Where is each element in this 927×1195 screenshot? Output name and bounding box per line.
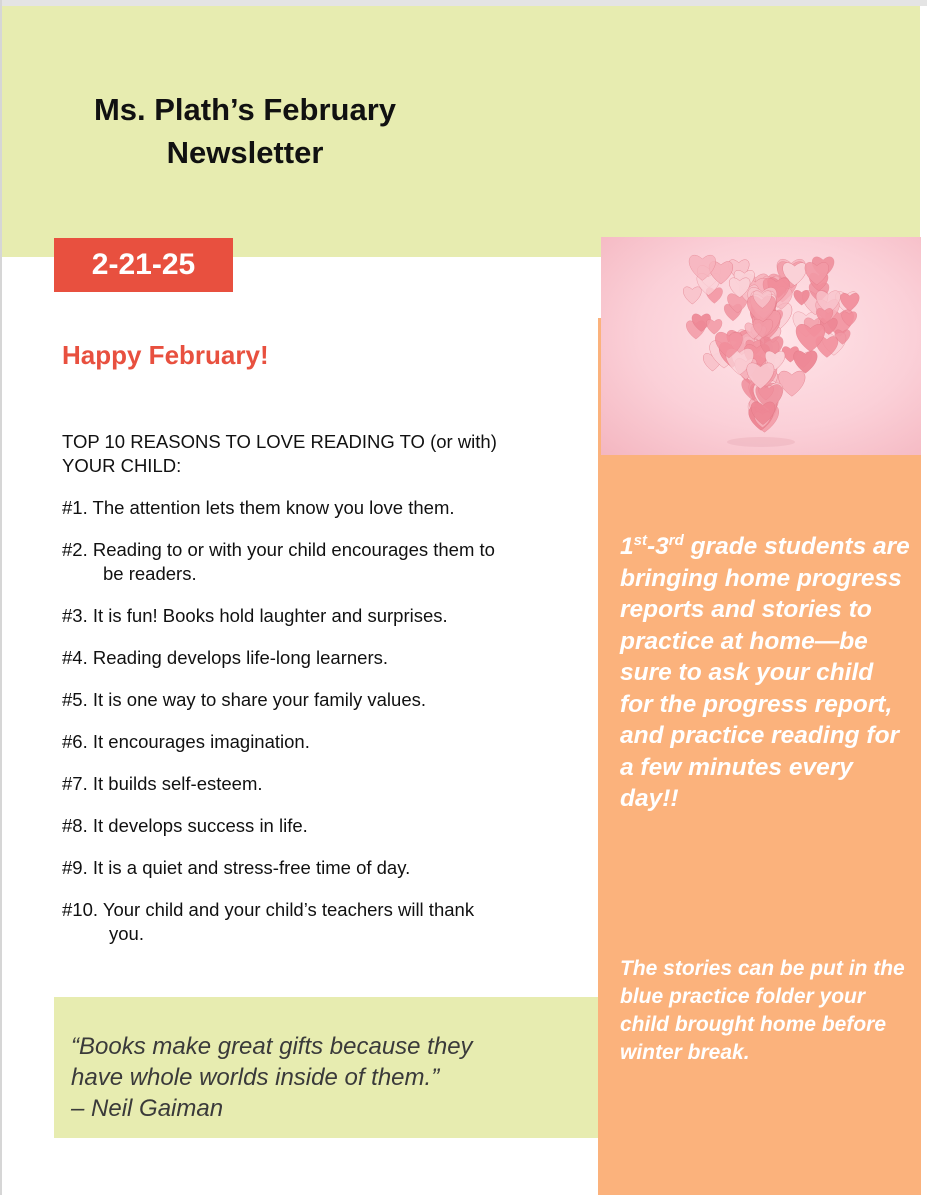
reason-item	[62, 772, 582, 796]
reason-item	[62, 538, 582, 586]
reason-item	[62, 814, 582, 838]
reason-text: Reading develops life-long learners.	[92, 647, 389, 668]
reasons-list	[62, 496, 582, 946]
quote-text	[71, 1031, 541, 1124]
reason-number: #3.	[62, 605, 88, 626]
grade-sep: -3	[646, 533, 669, 560]
reason-number: #4.	[62, 647, 88, 668]
reason-continuation: you.	[109, 923, 144, 944]
date-badge: 2-21-25	[54, 238, 233, 292]
title-line-1: Ms. Plath’s February	[93, 92, 397, 127]
quote-line-1: “Books make great gifts because they	[71, 1033, 473, 1060]
sidebar-panel	[598, 455, 921, 1195]
newsletter-title	[60, 88, 430, 174]
reason-number: #1.	[62, 497, 88, 518]
list-intro-line-2: YOUR CHILD:	[62, 455, 182, 476]
reason-text: The attention lets them know you love them.	[92, 497, 455, 518]
reason-item	[62, 898, 582, 946]
reason-item	[62, 730, 582, 754]
reason-number: #5.	[62, 689, 88, 710]
reason-text: It develops success in life.	[92, 815, 308, 836]
quote-line-2: have whole worlds inside of them.”	[71, 1064, 440, 1091]
reason-continuation: be readers.	[103, 563, 197, 584]
reason-number: #2.	[62, 539, 88, 560]
reason-number: #10.	[62, 899, 99, 920]
callout-text: grade students are bringing home progress reports and stories to practice at home—be sure to ask your child for the progress report, and practice reading for a few minutes every day!!	[620, 533, 910, 812]
grade-start: 1	[620, 533, 634, 560]
small-heart-icon	[683, 287, 701, 304]
reason-item	[62, 604, 582, 628]
reason-text: It is a quiet and stress-free time of day.	[92, 857, 411, 878]
quote-box	[54, 997, 599, 1138]
list-intro	[62, 430, 582, 478]
grade-end-sup: rd	[668, 531, 684, 549]
sidebar-callout	[620, 531, 910, 815]
heart-image	[601, 237, 921, 455]
reason-item	[62, 646, 582, 670]
small-heart-icon	[706, 319, 722, 334]
reason-text: Your child and your child’s teachers will thank	[102, 899, 475, 920]
sidebar-note: The stories can be put in the blue practice folder your child brought home before winter break.	[620, 957, 905, 1064]
reason-text: It builds self-esteem.	[92, 773, 263, 794]
quote-author: – Neil Gaiman	[71, 1095, 224, 1122]
reason-item	[62, 496, 582, 520]
reason-number: #8.	[62, 815, 88, 836]
title-line-2: Newsletter	[166, 135, 324, 170]
reason-number: #9.	[62, 857, 88, 878]
list-intro-line-1: TOP 10 REASONS TO LOVE READING TO (or with)	[62, 431, 497, 452]
grade-start-sup: st	[633, 531, 647, 549]
reason-item	[62, 856, 582, 880]
reason-item	[62, 688, 582, 712]
small-heart-icon	[794, 351, 818, 373]
reason-text: It encourages imagination.	[92, 731, 310, 752]
greeting-heading: Happy February!	[62, 340, 269, 370]
reason-text: It is fun! Books hold laughter and surprises.	[92, 605, 448, 626]
reason-number: #6.	[62, 731, 88, 752]
heart-icon	[601, 237, 921, 455]
reason-number: #7.	[62, 773, 88, 794]
reason-text: Reading to or with your child encourages them to	[92, 539, 495, 560]
reason-text: It is one way to share your family values.	[92, 689, 427, 710]
